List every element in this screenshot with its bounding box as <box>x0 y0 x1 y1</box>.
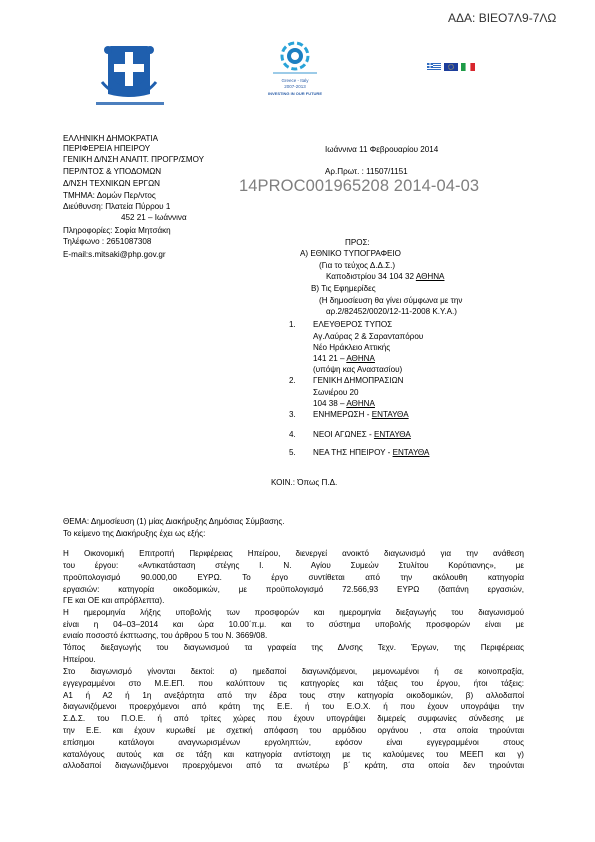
koinopoiisi: ΚΟΙΝ.: Όπως Π.Δ. <box>271 478 338 487</box>
sender-email: E-mail:s.mitsaki@php.gov.gr <box>63 250 166 259</box>
recipient-1-line-2: Νέο Ηράκλειο Αττικής <box>313 343 391 352</box>
paragraph-1-line-4: εργασιών: κατηγορία οικοδομικών, με προϋπολογισμό 72.566,93 ΕΥΡΩ (δαπάνη εργασιών, <box>63 585 524 594</box>
sender-line-8: 452 21 – Ιωάννινα <box>121 213 187 222</box>
recipient-2-line-1: Σωνιέρου 20 <box>313 388 359 397</box>
document-date: Ιωάννινα 11 Φεβρουαρίου 2014 <box>325 145 439 154</box>
recipient-b-line-1: (Η δημοσίευση θα γίνει σύμφωνα με την <box>319 296 463 305</box>
sender-line-2: ΠΕΡΙΦΕΡΕΙΑ ΗΠΕΙΡΟΥ <box>63 144 151 153</box>
sender-line-9: Πληροφορίες: Σοφία Μητσάκη <box>63 226 171 235</box>
logo2-caption-3: INVESTING IN OUR FUTURE <box>267 91 323 96</box>
paragraph-2-line-2: είναι η 04–03–2014 και ώρα 10.00΄π.μ. και το σύστημα υποβολής προσφορών είναι με <box>63 620 524 629</box>
sender-line-10: Τηλέφωνο : 2651087308 <box>63 237 152 246</box>
paragraph-4-line-3: Α1 ή Α2 ή 1η ανεξάρτητα από την έδρα τους στην κατηγορία οικοδομικών, β) αλλοδαποί <box>63 691 524 700</box>
recipient-1-line-1: Αγ.Λαύρας 2 & Σαρανταπόρου <box>313 332 424 341</box>
paragraph-4-line-1: Στο διαγωνισμό γίνονται δεκτοί: α) ημεδαποί διαγωνιζόμενοι, μεμονωμένοι ή σε κοινοπραξία, <box>63 667 524 676</box>
paragraph-1-line-1: Η Οικονομική Επιτροπή Περιφέρειας Ηπείρου, διενεργεί ανοικτό διαγωνισμό για την ανάθεση <box>63 549 524 558</box>
eu-flag-icon <box>444 63 458 71</box>
paragraph-2-line-1: Η ημερομηνία λήξης υποβολής των προσφορών και ημερομηνία διεξαγωγής του διαγωνισμού <box>63 608 524 617</box>
recipient-a-line-2: Καποδιστρίου 34 104 32 ΑΘΗΝΑ <box>326 272 445 281</box>
greece-italy-programme-logo <box>255 38 335 100</box>
recipient-4-number: 4. <box>289 430 296 439</box>
recipient-2-line-2: 104 38 – ΑΘΗΝΑ <box>313 399 375 408</box>
recipient-a-title: Α) ΕΘΝΙΚΟ ΤΥΠΟΓΡΑΦΕΙΟ <box>300 249 401 258</box>
paragraph-4-line-4: διαγωνιζόμενοι προερχόμενοι από κράτη της Ε.Ε. ή του Ε.Ο.Χ. ή που έχουν υπογράψει την <box>63 702 524 711</box>
paragraph-1-line-3: προϋπολογισμό 90.000,00 ΕΥΡΩ. Το έργο συντίθεται από την ακόλουθη κατηγορία <box>63 573 524 582</box>
recipient-b-title: Β) Τις Εφημερίδες <box>311 284 376 293</box>
sender-line-6: ΤΜΗΜΑ: Δομών Περ/ντος <box>63 191 156 200</box>
region-emblem-caption <box>96 101 164 106</box>
recipient-1-number: 1. <box>289 320 296 329</box>
paragraph-4-line-5: Σ.Δ.Σ. του Π.Ο.Ε. ή από τρίτες χώρες που έχουν υπογράψει διμερείς συμφωνίες σύνδεσης με <box>63 714 524 723</box>
paragraph-3-line-2: Ηπείρου. <box>63 655 96 664</box>
logo2-caption-1: Greece - Italy <box>281 78 309 83</box>
paragraph-3-line-1: Τόπος διεξαγωγής του διαγωνισμού τα γραφεία της Δ/νσης Τεχν. Έργων, της Περιφέρειας <box>63 643 524 652</box>
recipient-b-line-2: αρ.2/82452/0020/12-11-2008 Κ.Υ.Α.) <box>326 307 457 316</box>
paragraph-1-line-5: ΓΕ και ΟΕ και απρόβλεπτα). <box>63 596 165 605</box>
recipient-5-number: 5. <box>289 448 296 457</box>
paragraph-4-line-2: εγγεγραμμένοι στο Μ.Ε.ΕΠ. που καλύπτουν τις κατηγορίες και τάξεις του έργου, ήτοι τάξεις: <box>63 679 524 688</box>
sender-line-7: Διεύθυνση: Πλατεία Πύρρου 1 <box>63 202 171 211</box>
recipients-heading: ΠΡΟΣ: <box>345 238 370 247</box>
recipient-4-title: ΝΕΟΙ ΑΓΩΝΕΣ - ΕΝΤΑΥΘΑ <box>313 430 411 439</box>
paragraph-4-line-6: την Ε.Ε. και έχουν κυρωθεί με σχετική απόφαση του αρμόδιου οργάνου , στα οποία τηρούνται <box>63 726 524 735</box>
registry-stamp: 14PROC001965208 2014-04-03 <box>239 177 480 195</box>
paragraph-4-line-8: καταλόγους αυτούς και σε τάξη και κατηγορία αντίστοιχη με τις καλούμενες του ΜΕΕΠ και γ) <box>63 750 524 759</box>
intro-line: Το κείμενο της Διακήρυξης έχει ως εξής: <box>63 529 206 538</box>
ada-code: ΑΔΑ: ΒΙΕΟ7Λ9-7ΛΩ <box>448 11 557 25</box>
paragraph-2-line-3: ενιαίο ποσοστό έκπτωσης, του άρθρου 5 του Ν. 3669/08. <box>63 631 268 640</box>
recipient-1-line-3: 141 21 – ΑΘΗΝΑ <box>313 354 375 363</box>
logo2-caption-2: 2007-2013 <box>284 84 306 89</box>
recipient-2-title: ΓΕΝΙΚΗ ΔΗΜΟΠΡΑΣΙΩΝ <box>313 376 404 385</box>
paragraph-4-line-7: επίσημοι κατάλογοι αναγνωρισμένων εργοληπτών, εφόσον είναι εγγεγραμμένοι στους <box>63 738 524 747</box>
subject-line: ΘΕΜΑ: Δημοσίευση (1) μίας Διακήρυξης Δημόσιας Σύμβασης. <box>63 517 285 526</box>
italian-flag-icon <box>461 63 475 71</box>
paragraph-4-line-9: αλλοδαποί διαγωνιζόμενοι προερχόμενοι από τα ανωτέρω β΄ κράτη, στα οποία δεν τηρούνται <box>63 761 524 770</box>
greek-flag-icon <box>427 63 441 71</box>
recipient-3-title: ΕΝΗΜΕΡΩΣΗ - ΕΝΤΑΥΘΑ <box>313 410 409 419</box>
recipient-1-title: ΕΛΕΥΘΕΡΟΣ ΤΥΠΟΣ <box>313 320 393 329</box>
sender-line-1: ΕΛΛΗΝΙΚΗ ΔΗΜΟΚΡΑΤΙΑ <box>63 134 159 143</box>
recipient-2-number: 2. <box>289 376 296 385</box>
region-emblem-logo <box>100 42 158 100</box>
recipient-3-number: 3. <box>289 410 296 419</box>
paragraph-1-line-2: του έργου: «Αντικατάσταση στέγης Ι. Ν. Αγίου Συμεών Στυλίτου Κορύτιανης», με <box>63 561 524 570</box>
recipient-1-line-4: (υπόψη κας Αναστασίου) <box>313 365 403 374</box>
protocol-number: Αρ.Πρωτ. : 11507/1151 <box>325 167 408 176</box>
recipient-a-line-1: (Για το τεύχος Δ.Δ.Σ.) <box>319 261 396 270</box>
sender-line-4: ΠΕΡ/ΝΤΟΣ & ΥΠΟΔΟΜΩΝ <box>63 167 162 176</box>
flags-strip <box>427 63 475 71</box>
sender-line-3: ΓΕΝΙΚΗ Δ/ΝΣΗ ΑΝΑΠΤ. ΠΡΟΓΡ/ΣΜΟΥ <box>63 155 205 164</box>
sender-line-5: Δ/ΝΣΗ ΤΕΧΝΙΚΩΝ ΕΡΓΩΝ <box>63 179 160 188</box>
recipient-5-title: ΝΕΑ ΤΗΣ ΗΠΕΙΡΟΥ - ΕΝΤΑΥΘΑ <box>313 448 430 457</box>
